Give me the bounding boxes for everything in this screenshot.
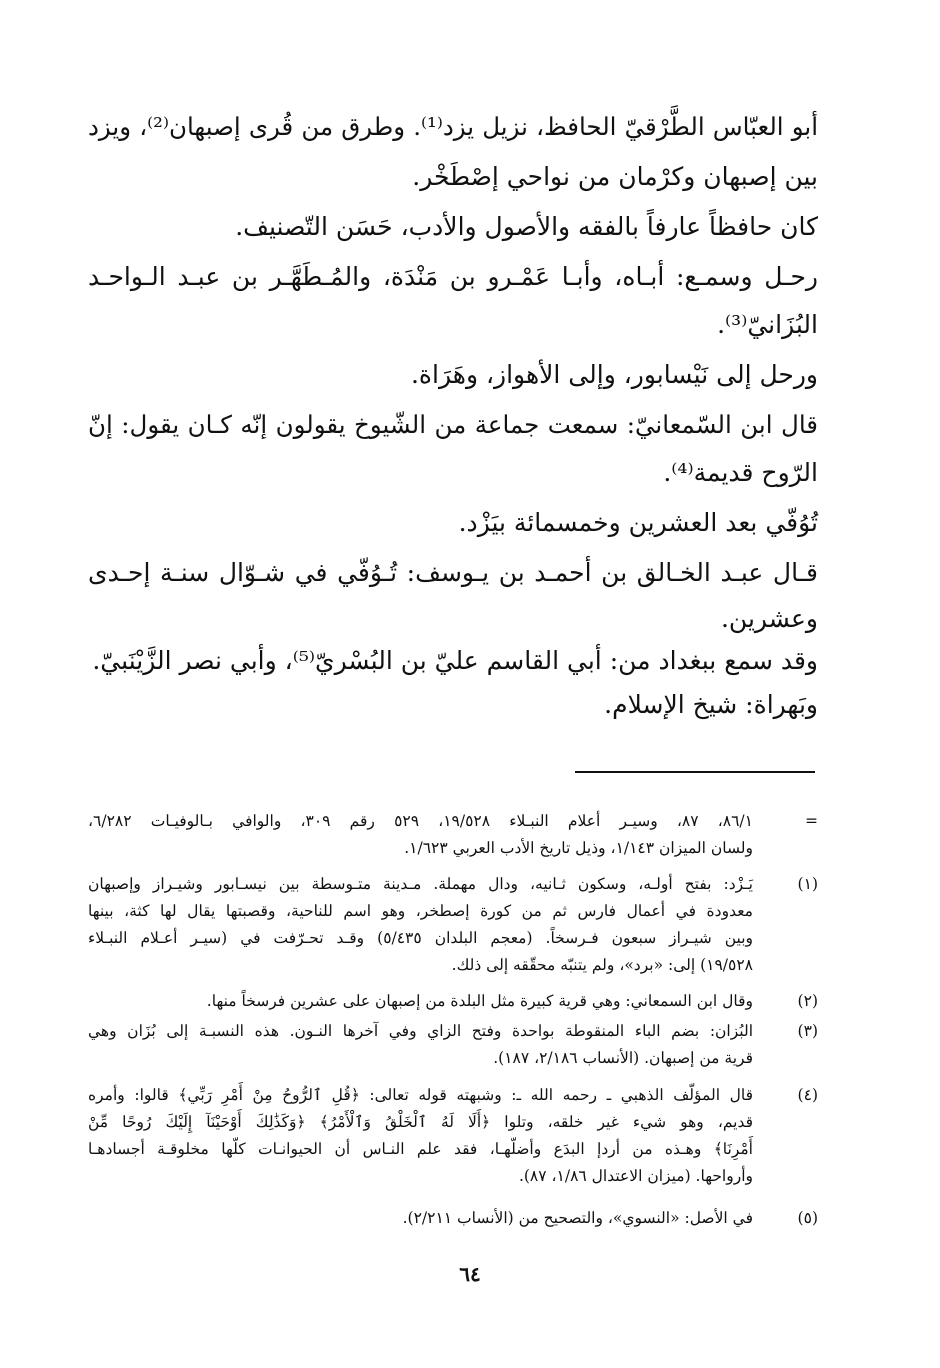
- main-line: قال ابن السّمعانيّ: سمعت جماعة من الشّيوخ يقولون إنّه كـان يقول: إنّ: [88, 410, 818, 439]
- page-number: ٦٤: [459, 1262, 481, 1286]
- footnote-line: في الأصل: «النسوي»، والتصحيح من (الأنساب ٢/٢١١).: [402, 1209, 753, 1227]
- main-line: أبو العبّاس الطَّرْقيّ الحافظ، نزيل يزد⁽¹⁾. وطرق من قُرى إصبهان⁽²⁾، ويزد: [88, 112, 818, 141]
- main-line: الرّوح قديمة⁽⁴⁾.: [663, 458, 818, 487]
- footnote-line: ١٩/٥٢٨) إلى: «برد»، ولم يتنبّه محقّقه إلى ذلك.: [451, 956, 753, 974]
- footnote-line: أَمْرِنَا﴾ وهـذه من أردإ البدَع وأضلّهـا، فقد علم النـاس أن الحيوانـات كلّها مخلوقـة أجسادهـا: [88, 1140, 753, 1158]
- main-line: تُوُفّي بعد العشرين وخمسمائة بيَزْد.: [458, 508, 818, 537]
- main-line: كان حافظاً عارفاً بالفقه والأصول والأدب، حَسَن التّصنيف.: [235, 212, 818, 241]
- footnote-line: يَـزْد: بفتح أولـه، وسكون ثـانيه، ودال مهملة. مـدينة متـوسطة بين نيسـابور وشيـراز وإصبهان: [88, 875, 753, 893]
- main-line: وعشرين.: [720, 604, 818, 633]
- footnote-marker: (١): [797, 875, 818, 893]
- main-line: ورحل إلى نَيْسابور، وإلى الأهواز، وهَرَاة.: [410, 360, 818, 389]
- footnote-separator: [575, 771, 815, 773]
- main-line: بين إصبهان وكرْمان من نواحي إصْطَخْر.: [412, 162, 818, 191]
- footnote-line: ٨٦/١، ٨٧، وسيـر أعلام النبـلاء ١٩/٥٢٨، ٥٢٩ رقم ٣٠٩، والوافي بـالوفيـات ٦/٢٨٢،: [88, 812, 753, 830]
- main-line: رحـل وسمـع: أبـاه، وأبـا عَمْـرو بن مَنْدَة، والمُـطَهَّـر بن عبـد الـواحـد: [88, 262, 818, 291]
- footnote-line: ولسان الميزان ١/١٤٣، وذيل تاريخ الأدب العربي ١/٦٢٣.: [404, 839, 753, 857]
- footnote-line: قال المؤلّف الذهبي ـ رحمه الله ـ: وشبهته قوله تعالى: ﴿قُلِ ٱلرُّوحُ مِنْ أَمْرِ رَبِّي﴾ قالوا: وأمره: [88, 1086, 753, 1104]
- main-line: قـال عبـد الخـالق بن أحمـد بن يـوسف: تُـوُفّي في شـوّال سنـة إحـدى: [88, 558, 818, 587]
- footnote-line: وأرواحها. (ميزان الاعتدال ١/٨٦، ٨٧).: [518, 1167, 753, 1185]
- main-line: البُزَانيّ⁽³⁾.: [717, 310, 818, 339]
- main-line: وبَهراة: شيخ الإسلام.: [604, 690, 818, 719]
- footnote-marker: =: [805, 812, 818, 830]
- footnote-line: قديم، وهو شيء غير خلقه، وتلوا ﴿أَلَا لَهُ ٱلْخَلْقُ وَٱلْأَمْرُ﴾ ﴿وَكَذَٰلِكَ أَوْحَيْنَآ إِلَيْكَ رُوحًا مِّنْ: [88, 1113, 753, 1131]
- footnote-line: وبين شيـراز سبعون فـرسخاً. (معجم البلدان ٥/٤٣٥) وقـد تحـرّفت في (سيـر أعـلام النبـلاء: [88, 929, 754, 947]
- footnote-line: البُزان: بضم الباء المنقوطة بواحدة وفتح الزاي وفي آخرها النـون. هذه النسبـة إلى بُزَان وهي: [88, 1022, 753, 1040]
- footnote-marker: (٢): [797, 992, 818, 1010]
- footnote-line: معدودة في أعمال فارس ثم من كورة إصطخر، وهو اسم للناحية، وقصبتها يقال لها كثة، بينها: [88, 902, 753, 920]
- footnote-marker: (٥): [797, 1209, 818, 1227]
- main-line: وقد سمع ببغداد من: أبي القاسم عليّ بن البُسْريّ⁽⁵⁾، وأبي نصر الزَّيْنَبيّ.: [92, 646, 818, 675]
- footnote-line: وقال ابن السمعاني: وهي قرية كبيرة مثل البلدة من إصبهان على عشرين فرسخاً منها.: [206, 992, 753, 1010]
- footnote-marker: (٣): [797, 1022, 818, 1040]
- footnote-marker: (٤): [797, 1086, 818, 1104]
- footnote-line: قرية من إصبهان. (الأنساب ٢/١٨٦، ١٨٧).: [493, 1049, 753, 1067]
